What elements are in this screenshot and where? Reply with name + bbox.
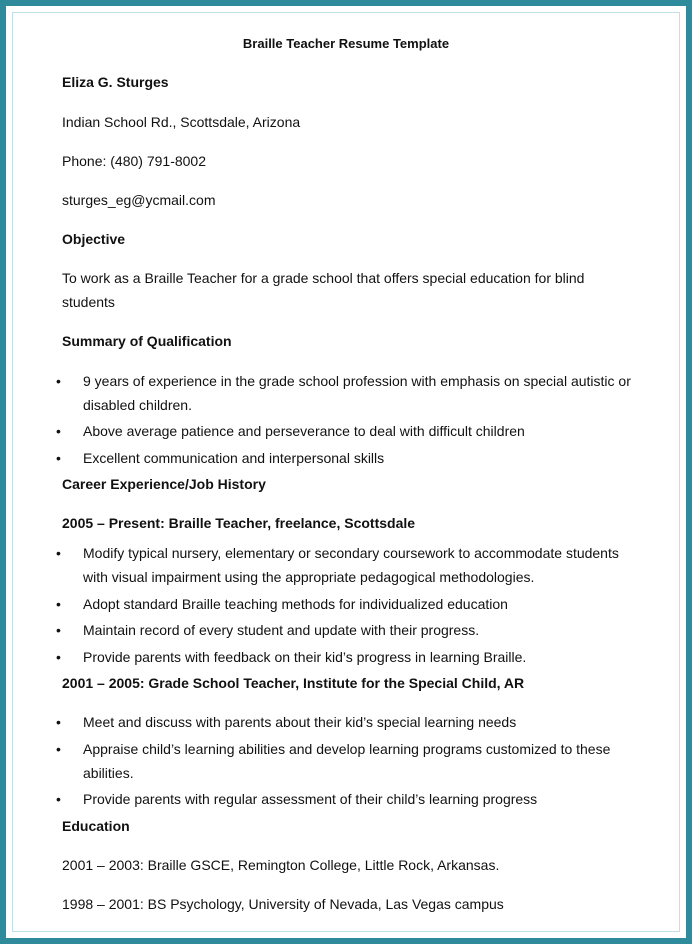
summary-heading: Summary of Qualification <box>62 333 232 349</box>
education-heading: Education <box>62 818 130 834</box>
objective-heading: Objective <box>62 231 126 247</box>
summary-item-3: Excellent communication and interpersonal skills <box>83 450 385 466</box>
job1-heading: 2005 – Present: Braille Teacher, freelance, Scottsdale <box>62 515 416 531</box>
summary-item-2: Above average patience and perseverance to deal with difficult children <box>83 423 525 439</box>
job2-item-3: Provide parents with regular assessment of their child’s learning progress <box>83 791 538 807</box>
bullet-icon: • <box>56 596 61 612</box>
bullet-icon: • <box>56 622 61 638</box>
career-heading: Career Experience/Job History <box>62 476 266 492</box>
bullet-icon: • <box>56 649 61 665</box>
candidate-name: Eliza G. Sturges <box>62 74 169 90</box>
job2-heading: 2001 – 2005: Grade School Teacher, Institute for the Special Child, AR <box>62 675 525 691</box>
summary-item-1: 9 years of experience in the grade school profession with emphasis on special autistic or disabled children. <box>83 373 631 413</box>
bullet-icon: • <box>56 450 61 466</box>
document-title: Braille Teacher Resume Template <box>242 36 450 51</box>
address: Indian School Rd., Scottsdale, Arizona <box>62 114 301 130</box>
job2-item-2: Appraise child’s learning abilities and develop learning programs customized to these abilities. <box>83 741 611 781</box>
job1-item-4: Provide parents with feedback on their kid’s progress in learning Braille. <box>83 649 527 665</box>
job1-item-2: Adopt standard Braille teaching methods for individualized education <box>83 596 508 612</box>
bullet-icon: • <box>56 714 61 730</box>
job1-item-1: Modify typical nursery, elementary or secondary coursework to accommodate students with visual impairment using the appropriate pedagogical methodologies. <box>83 545 619 585</box>
objective-line-2: students <box>62 294 115 310</box>
bullet-icon: • <box>56 423 61 439</box>
bullet-icon: • <box>56 373 61 389</box>
objective-line-1: To work as a Braille Teacher for a grade school that offers special education for blind <box>62 270 585 286</box>
bullet-icon: • <box>56 545 61 561</box>
phone: Phone: (480) 791-8002 <box>62 153 206 169</box>
job2-item-1: Meet and discuss with parents about their kid’s special learning needs <box>83 714 517 730</box>
email: sturges_eg@ycmail.com <box>62 192 216 208</box>
job1-item-3: Maintain record of every student and update with their progress. <box>83 622 480 638</box>
education-item-2: 1998 – 2001: BS Psychology, University of Nevada, Las Vegas campus <box>62 896 504 912</box>
bullet-icon: • <box>56 791 61 807</box>
bullet-icon: • <box>56 741 61 757</box>
education-item-1: 2001 – 2003: Braille GSCE, Remington College, Little Rock, Arkansas. <box>62 857 500 873</box>
